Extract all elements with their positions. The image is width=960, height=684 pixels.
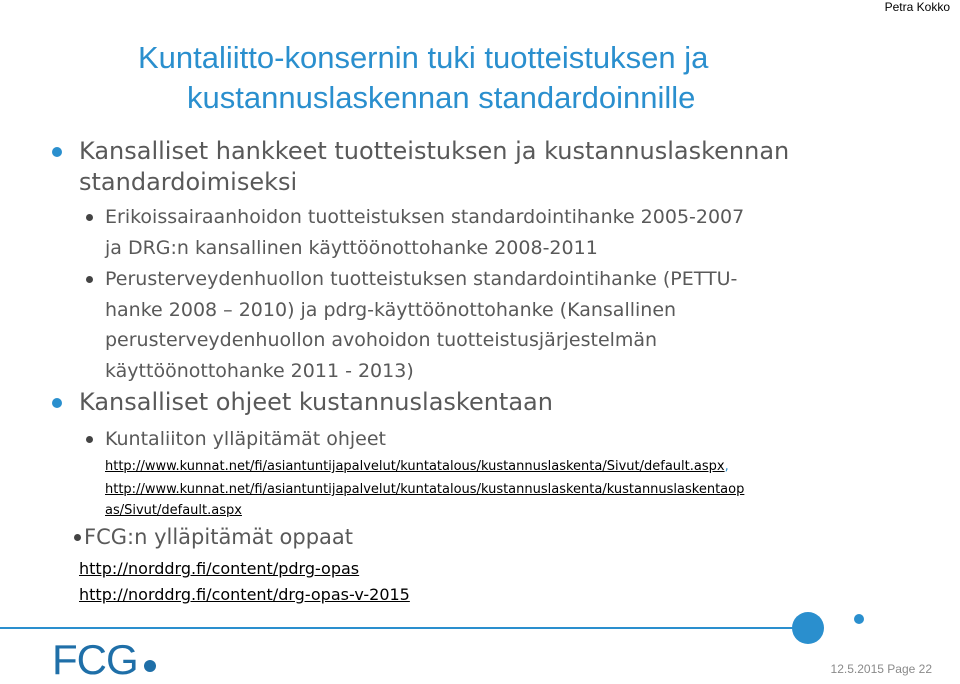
title-line-1: Kuntaliitto-konsernin tuki tuotteistuksen ja bbox=[138, 40, 709, 75]
footer-rule bbox=[0, 627, 800, 629]
footer-circle-icon bbox=[792, 612, 824, 644]
section2-item-2: FCG:n ylläpitämät oppaat bbox=[84, 525, 354, 549]
link-kunnat-default[interactable]: http://www.kunnat.net/fi/asiantuntijapalvelut/kuntatalous/kustannuslaskenta/Sivut/default.aspx bbox=[105, 459, 725, 474]
section1-heading: Kansalliset hankkeet tuotteistuksen ja kustannuslaskennan standardoimiseksi bbox=[79, 137, 790, 196]
footer-dot-icon bbox=[854, 614, 864, 624]
footer-info bbox=[831, 662, 932, 676]
section2-heading: Kansalliset ohjeet kustannuslaskentaan bbox=[79, 388, 553, 416]
link-kunnat-guides-cont[interactable]: as/Sivut/default.aspx bbox=[105, 503, 242, 518]
bullet-icon bbox=[52, 147, 62, 157]
link-block-norddrg bbox=[79, 556, 410, 608]
sub-bullet-icon bbox=[86, 276, 93, 283]
link-kunnat-guides[interactable]: http://www.kunnat.net/fi/asiantuntijapalvelut/kuntatalous/kustannuslaskenta/kustannuslaskentaop bbox=[105, 482, 745, 497]
fcg-logo: FCG bbox=[52, 636, 138, 683]
section1-item-1: Erikoissairaanhoidon tuotteistuksen standardointihanke 2005-2007 ja DRG:n kansallinen käyttöönottohanke 2008-2011 bbox=[105, 206, 745, 259]
footer-date: 12.5.2015 bbox=[830, 662, 884, 676]
link-pdrg-opas[interactable]: http://norddrg.fi/content/pdrg-opas bbox=[79, 559, 360, 578]
author-name: Petra Kokko bbox=[884, 0, 950, 14]
slide-title bbox=[138, 38, 918, 118]
footer-page: Page 22 bbox=[887, 662, 932, 676]
sub-bullet-icon bbox=[74, 534, 81, 541]
logo-dot-icon bbox=[144, 660, 156, 672]
link-drg-opas[interactable]: http://norddrg.fi/content/drg-opas-v-2015 bbox=[79, 585, 410, 604]
section1-item-2: Perusterveydenhuollon tuotteistuksen standardointihanke (PETTU- hanke 2008 – 2010) ja pdrg-käyttöönottohanke (Kansallinen perusterveydenhuollon avohoidon tuotteistusjärjestelmän käyttöönottohanke 2011 - 2013) bbox=[105, 268, 738, 382]
sub-bullet-icon bbox=[86, 214, 93, 221]
bullet-icon bbox=[52, 398, 62, 408]
link-block-kunnat bbox=[105, 456, 744, 521]
sub-bullet-icon bbox=[86, 436, 93, 443]
link-separator: , bbox=[724, 459, 729, 474]
section2-item-1: Kuntaliiton ylläpitämät ohjeet bbox=[105, 428, 386, 450]
title-line-2: kustannuslaskennan standardoinnille bbox=[187, 80, 696, 115]
